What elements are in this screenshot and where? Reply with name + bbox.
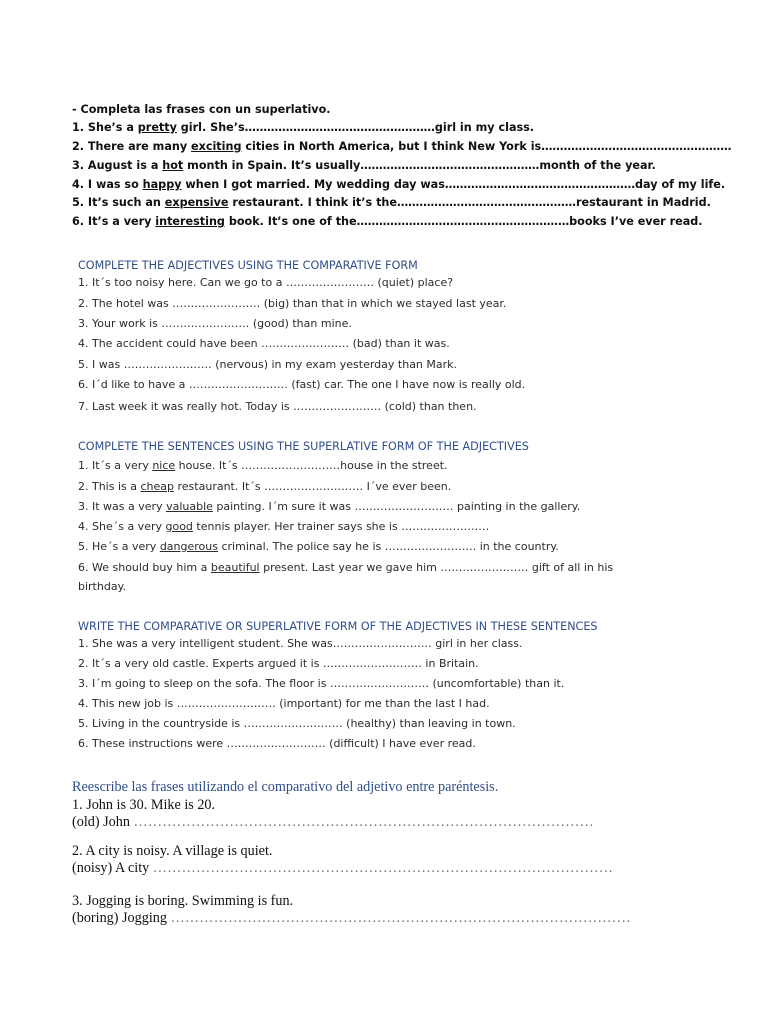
exercise-line: 6. We should buy him a beautiful present. Last year we gave him …………………… gift of all in his: [78, 561, 614, 574]
exercise-line: 3. It was a very valuable painting. I´m sure it was ……………………… painting in the gallery.: [78, 500, 581, 513]
exercise-line: 5. It’s such an expensive restaurant. I think it’s the…………………………………………restaurant in Madrid.: [72, 196, 711, 209]
exercise-question: 3. Jogging is boring. Swimming is fun.: [72, 893, 294, 909]
exercise-line: 4. I was so happy when I got married. My wedding day was……………………………………………day of my life.: [72, 178, 726, 191]
exercise-answer-line: (old) John ……………………………………………………………………………………: [72, 814, 594, 830]
exercise-line: 1. It´s too noisy here. Can we go to a …………………… (quiet) place?: [78, 276, 454, 289]
exercise-answer-line: (noisy) A city ……………………………………………………………………………………: [72, 860, 614, 876]
section-title: COMPLETE THE ADJECTIVES USING THE COMPARATIVE FORM: [78, 259, 418, 272]
exercise-line: 1. It´s a very nice house. It´s ………………………house in the street.: [78, 459, 448, 472]
exercise-line: 2. It´s a very old castle. Experts argued it is ……………………… in Britain.: [78, 657, 479, 670]
exercise-line: 3. August is a hot month in Spain. It’s usually…………………………………………month of the year.: [72, 159, 656, 172]
section-title: - Completa las frases con un superlativo.: [72, 103, 331, 116]
exercise-line: 5. He´s a very dangerous criminal. The police say he is ……………………. in the country.: [78, 540, 559, 553]
exercise-line: 2. The hotel was …………………… (big) than that in which we stayed last year.: [78, 297, 507, 310]
exercise-line: 4. The accident could have been …………………… (bad) than it was.: [78, 337, 450, 350]
answer-blank[interactable]: ……………………………………………………………………………………: [133, 814, 594, 830]
exercise-line: 6. It’s a very interesting book. It’s one of the…………………………………………………books I’ve ever read.: [72, 215, 703, 228]
exercise-line: 2. This is a cheap restaurant. It´s ……………………… I´ve ever been.: [78, 480, 452, 493]
exercise-line: 3. Your work is …………………… (good) than mine.: [78, 317, 352, 330]
exercise-line: 2. There are many exciting cities in North America, but I think New York is……………………………………………: [72, 140, 732, 153]
exercise-line: 5. I was …………………… (nervous) in my exam yesterday than Mark.: [78, 358, 458, 371]
exercise-line: 4. She´s a very good tennis player. Her trainer says she is ……………………: [78, 520, 490, 533]
exercise-line: 6. These instructions were ……………………… (difficult) I have ever read.: [78, 737, 476, 750]
answer-blank[interactable]: ……………………………………………………………………………………: [152, 860, 614, 876]
exercise-line: 7. Last week it was really hot. Today is …………………… (cold) than then.: [78, 400, 477, 413]
exercise-question: 2. A city is noisy. A village is quiet.: [72, 843, 273, 859]
exercise-question: 1. John is 30. Mike is 20.: [72, 797, 216, 813]
exercise-answer-line: (boring) Jogging ……………………………………………………………………………………: [72, 910, 631, 926]
exercise-line: 3. I´m going to sleep on the sofa. The floor is ……………………… (uncomfortable) than it.: [78, 677, 565, 690]
exercise-line: 4. This new job is ……………………… (important) for me than the last I had.: [78, 697, 490, 710]
exercise-line: 1. She’s a pretty girl. She’s……………………………………………girl in my class.: [72, 121, 535, 134]
section-title: WRITE THE COMPARATIVE OR SUPERLATIVE FORM OF THE ADJECTIVES IN THESE SENTENCES: [78, 620, 598, 633]
answer-blank[interactable]: ……………………………………………………………………………………: [170, 910, 631, 926]
section-title: COMPLETE THE SENTENCES USING THE SUPERLATIVE FORM OF THE ADJECTIVES: [78, 440, 529, 453]
exercise-line: 5. Living in the countryside is ……………………… (healthy) than leaving in town.: [78, 717, 516, 730]
exercise-line-continuation: birthday.: [78, 580, 127, 593]
section-title: Reescribe las frases utilizando el comparativo del adjetivo entre paréntesis.: [72, 779, 499, 795]
exercise-line: 1. She was a very intelligent student. She was……………………… girl in her class.: [78, 637, 523, 650]
exercise-line: 6. I´d like to have a ……………………… (fast) car. The one I have now is really old.: [78, 378, 526, 391]
